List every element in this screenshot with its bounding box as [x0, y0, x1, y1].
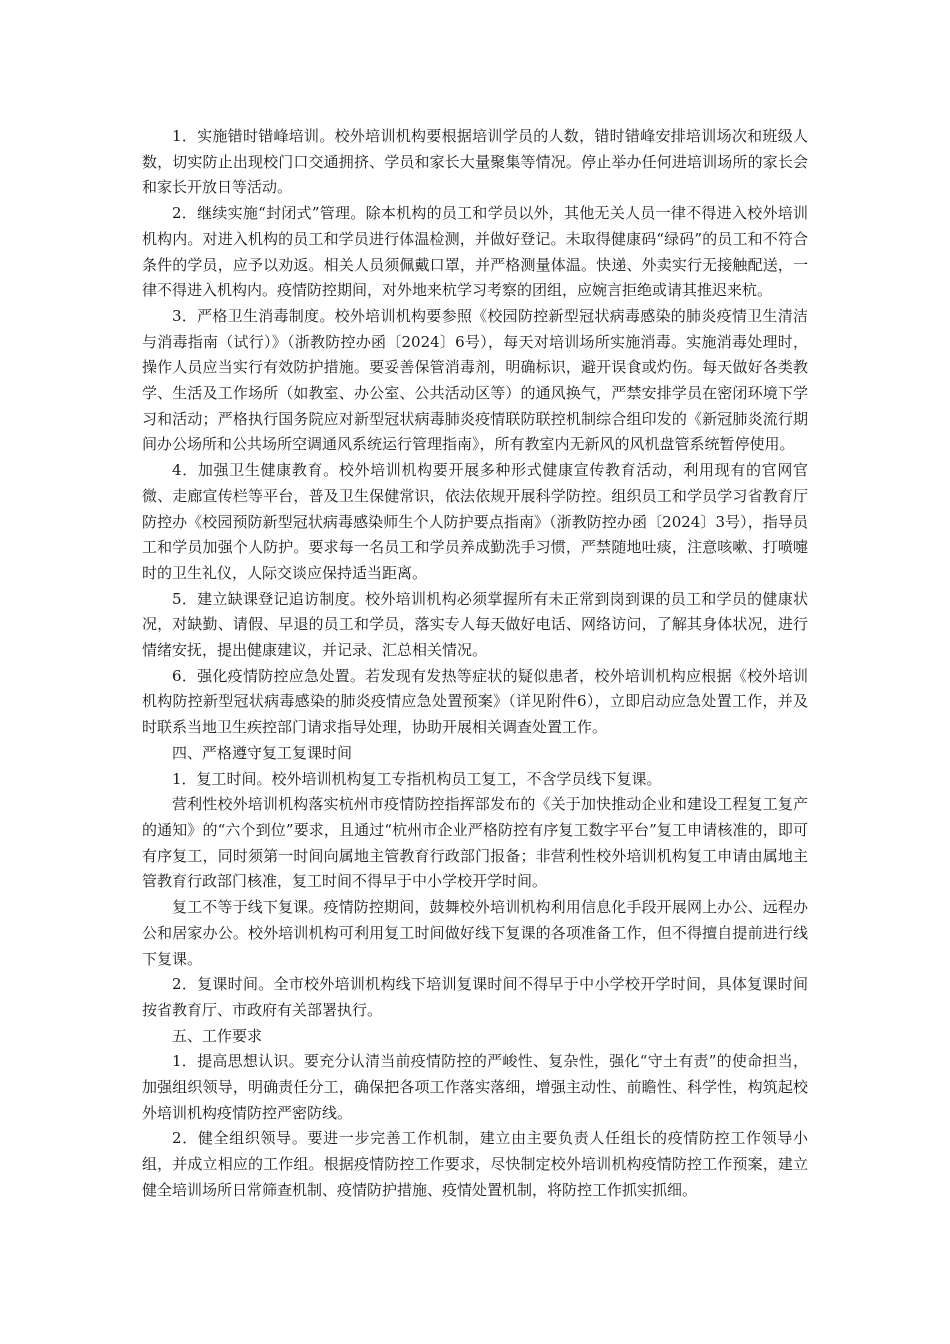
section-heading-4: 四、严格遵守复工复课时间 [172, 743, 353, 762]
paragraph-1: 1．实施错时错峰培训。校外培训机构要根据培训学员的人数，错时错峰安排培训场次和班级人数，切实防止出现校门口交通拥挤、学员和家长大量聚集等情况。停止举办任何进培训场所的家长会和家长开放日等活动。 [142, 127, 808, 197]
paragraph-6: 6．强化疫情防控应急处置。若发现有发热等症状的疑似患者，校外培训机构应根据《校外培训机构防控新型冠状病毒感染的肺炎疫情应急处置预案》（详见附件6），立即启动应急处置工作，并及时联系当地卫生疾控部门请求指导处理，协助开展相关调查处置工作。 [142, 666, 808, 737]
paragraph-7: 1．复工时间。校外培训机构复工专指机构员工复工，不含学员线下复课。 [172, 769, 662, 788]
paragraph-11: 1．提高思想认识。要充分认清当前疫情防控的严峻性、复杂性，强化“守土有责”的使命担当，加强组织领导，明确责任分工，确保把各项工作落实落细，增强主动性、前瞻性、科学性，构筑起校外培训机构疫情防控严密防线。 [142, 1052, 808, 1122]
section-heading-5: 五、工作要求 [172, 1026, 263, 1045]
paragraph-9: 复工不等于线下复课。疫情防控期间，鼓舞校外培训机构利用信息化手段开展网上办公、远程办公和居家办公。校外培训机构可利用复工时间做好线下复课的各项准备工作，但不得擅自提前进行线下复课。 [142, 898, 808, 968]
paragraph-4: 4．加强卫生健康教育。校外培训机构要开展多种形式健康宣传教育活动，利用现有的官网官微、走廊宣传栏等平台，普及卫生保健常识，依法依规开展科学防控。组织员工和学员学习省教育厅防控办《校园预防新型冠状病毒感染师生个人防护要点指南》（浙教防控办函〔2024〕3号），指导员工和学员加强个人防护。要求每一名员工和学员养成勤洗手习惯，严禁随地吐痰，注意咳嗽、打喷嚏时的卫生礼仪，人际交谈应保持适当距离。 [142, 461, 808, 582]
paragraph-5: 5．建立缺课登记追访制度。校外培训机构必须掌握所有未正常到岗到课的员工和学员的健康状况，对缺勤、请假、早退的员工和学员，落实专人每天做好电话、网络访问，了解其身体状况，进行情绪安抚，提出健康建议，并记录、汇总相关情况。 [142, 589, 808, 660]
paragraph-10: 2．复课时间。全市校外培训机构线下培训复课时间不得早于中小学校开学时间，具体复课时间按省教育厅、市政府有关部署执行。 [142, 975, 808, 1019]
paragraph-12: 2．健全组织领导。要进一步完善工作机制，建立由主要负责人任组长的疫情防控工作领导小组，并成立相应的工作组。根据疫情防控工作要求，尽快制定校外培训机构疫情防控工作预案，建立健全培训场所日常筛查机制、疫情防护措施、疫情处置机制，将防控工作抓实抓细。 [142, 1129, 808, 1199]
paragraph-8: 营利性校外培训机构落实杭州市疫情防控指挥部发布的《关于加快推动企业和建设工程复工复产的通知》的“六个到位”要求，且通过“杭州市企业严格防控有序复工数字平台”复工申请核准的，即可有序复工，同时须第一时间向属地主管教育行政部门报备；非营利性校外培训机构复工申请由属地主管教育行政部门核准，复工时间不得早于中小学校开学时间。 [142, 795, 808, 891]
paragraph-3: 3．严格卫生消毒制度。校外培训机构要参照《校园防控新型冠状病毒感染的肺炎疫情卫生清洁与消毒指南（试行）》（浙教防控办函〔2024〕6号），每天对培训场所实施消毒。实施消毒处理时，操作人员应当实行有效防护措施。要妥善保管消毒剂，明确标识，避开误食或灼伤。每天做好各类教学、生活及工作场所（如教室、办公室、公共活动区等）的通风换气，严禁安排学员在密闭环境下学习和活动；严格执行国务院应对新型冠状病毒肺炎疫情联防联控机制综合组印发的《新冠肺炎流行期间办公场所和公共场所空调通风系统运行管理指南》，所有教室内无新风的风机盘管系统暂停使用。 [142, 306, 808, 454]
paragraph-2: 2．继续实施“封闭式”管理。除本机构的员工和学员以外，其他无关人员一律不得进入校外培训机构内。对进入机构的员工和学员进行体温检测，并做好登记。未取得健康码“绿码”的员工和不符合条件的学员，应予以劝返。相关人员须佩戴口罩，并严格测量体温。快递、外卖实行无接触配送，一律不得进入机构内。疫情防控期间，对外地来杭学习考察的团组，应婉言拒绝或请其推迟来杭。 [142, 204, 808, 300]
document-body [142, 124, 808, 1204]
